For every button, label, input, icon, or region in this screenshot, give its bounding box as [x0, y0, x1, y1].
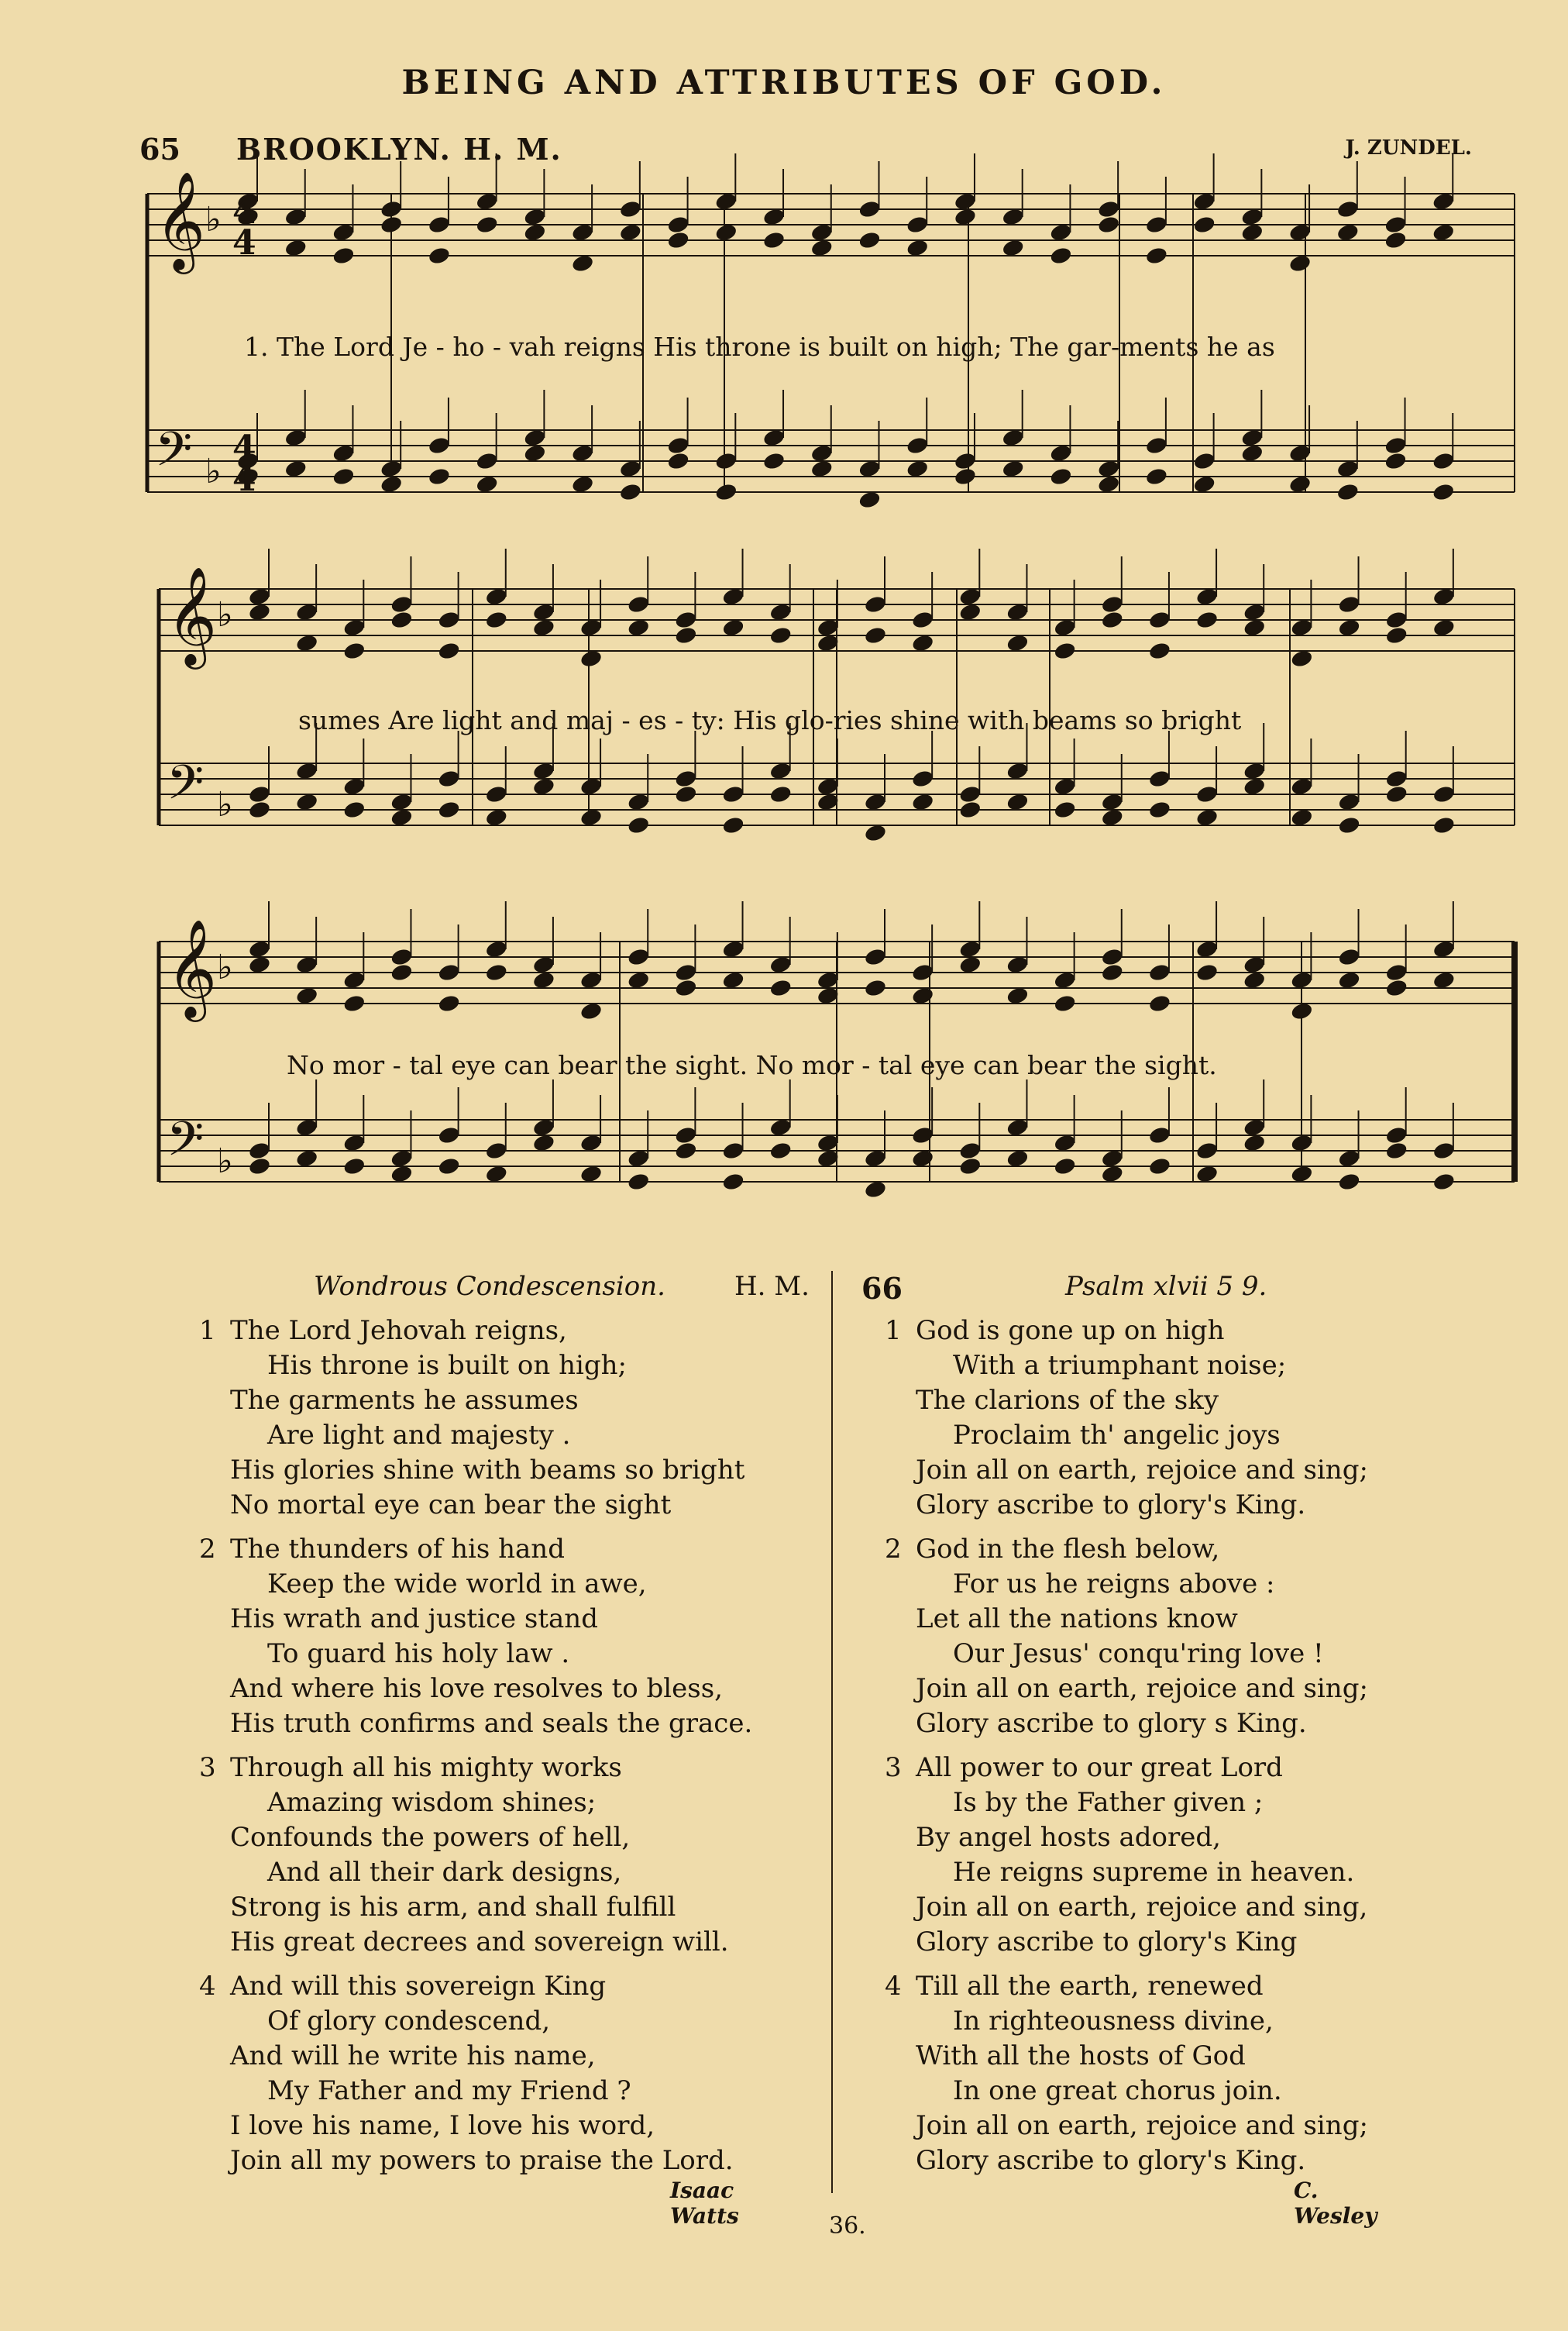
note-head [390, 594, 414, 615]
note-head [1384, 1125, 1408, 1145]
hymn-line: The garments he assumes [230, 1385, 579, 1416]
flat-icon: ♭ [205, 452, 222, 491]
note-head [484, 962, 508, 983]
note-head [1384, 978, 1408, 998]
time-signature: 4 [232, 429, 256, 468]
note-head [248, 1156, 272, 1176]
note-head [619, 482, 643, 502]
note-head [248, 800, 272, 820]
note-head [627, 1172, 651, 1192]
lyric-line-3: No mor - tal eye can bear the sight. No mor - tal eye can bear the sight. [287, 1050, 1217, 1080]
hymn-line: His glories shine with beams so bright [230, 1455, 745, 1486]
hymn-line: With all the hosts of God [916, 2040, 1246, 2071]
stanza [199, 1751, 729, 1960]
note-head [1049, 467, 1073, 487]
note-head [1148, 641, 1172, 661]
note-head [1384, 1141, 1408, 1161]
note-head [721, 1172, 745, 1192]
note-head [1384, 784, 1408, 804]
note-head [1384, 610, 1408, 630]
hymn-texts [0, 1271, 1568, 2278]
note-head [1384, 436, 1408, 456]
note-head [864, 594, 888, 615]
note-head [906, 215, 930, 235]
stanza-number: 3 [885, 1752, 902, 1783]
note-head [248, 784, 272, 804]
note-head [906, 436, 930, 456]
note-head [958, 784, 982, 804]
hymn-line: Glory ascribe to glory's King. [916, 2145, 1306, 2176]
note-head [721, 815, 745, 835]
note-head [954, 467, 978, 487]
note-head [1432, 784, 1456, 804]
note-head [1097, 215, 1121, 235]
note-head [911, 1125, 935, 1145]
hymn-line: And all their dark designs, [267, 1857, 622, 1888]
note-head [428, 215, 452, 235]
note-head [958, 1141, 982, 1161]
note-head [475, 215, 499, 235]
note-head [390, 962, 414, 983]
note-head [958, 800, 982, 820]
hymn-line: Join all on earth, rejoice and sing; [916, 1455, 1368, 1486]
note-head [342, 1156, 366, 1176]
note-head [911, 769, 935, 789]
note-head [1049, 246, 1073, 266]
note-head [390, 947, 414, 967]
hymn-line: And where his love resolves to bless, [230, 1673, 723, 1704]
hymn-line: Join all on earth, rejoice and sing; [916, 1673, 1368, 1704]
hymn-number: 66 [861, 1271, 903, 1306]
hymn-line: All power to our great Lord [916, 1752, 1283, 1783]
hymn-line: His great decrees and sovereign will. [230, 1926, 729, 1957]
hymn-line: Our Jesus' conqu'ring love ! [953, 1638, 1324, 1669]
note-head [1195, 1141, 1219, 1161]
note-head [1432, 815, 1456, 835]
note-head [428, 436, 452, 456]
stanza [199, 1532, 753, 1741]
note-head [666, 230, 690, 250]
note-head [714, 451, 738, 471]
note-head [666, 436, 690, 456]
hymn-meter: H. M. [734, 1271, 810, 1302]
time-signature: 4 [232, 192, 256, 232]
stanza-number: 4 [199, 1971, 216, 2002]
note-head [437, 641, 461, 661]
hymn-line: And will this sovereign King [230, 1971, 607, 2002]
note-head [954, 451, 978, 471]
hymn-line: In righteousness divine, [953, 2006, 1274, 2037]
note-head [1432, 1141, 1456, 1161]
hymn-line: I love his name, I love his word, [230, 2110, 655, 2141]
note-head [1384, 769, 1408, 789]
hymn-line: God is gone up on high [916, 1315, 1225, 1346]
flat-icon: ♭ [217, 1141, 233, 1181]
note-head [484, 784, 508, 804]
note-head [428, 467, 452, 487]
hymn-line: Through all his mighty works [230, 1752, 622, 1783]
flat-icon: ♭ [217, 785, 233, 825]
note-head [864, 978, 888, 998]
hymn-line: The clarions of the sky [916, 1385, 1219, 1416]
time-signature: 4 [232, 460, 256, 499]
note-head [911, 610, 935, 630]
note-head [428, 246, 452, 266]
hymn-line: Join all on earth, rejoice and sing, [916, 1892, 1368, 1923]
hymn-line: Are light and majesty . [267, 1420, 571, 1451]
note-head [769, 1141, 793, 1161]
stanza-number: 1 [199, 1315, 216, 1346]
hymn-line: His truth confirms and seals the grace. [230, 1708, 753, 1739]
flat-icon: ♭ [205, 200, 222, 239]
note-head [674, 1141, 698, 1161]
note-head [1145, 467, 1169, 487]
note-head [721, 784, 745, 804]
note-head [484, 610, 508, 630]
note-head [1100, 594, 1124, 615]
note-head [1432, 482, 1456, 502]
tune-name: BROOKLYN. H. M. [236, 132, 562, 167]
note-head [864, 625, 888, 646]
note-head [1148, 1156, 1172, 1176]
note-head [769, 625, 793, 646]
note-head [1145, 436, 1169, 456]
hymn-author: Isaac Watts [670, 2178, 739, 2229]
note-head [437, 769, 461, 789]
hymn-title: Psalm xlvii 5 9. [1065, 1271, 1267, 1302]
stanza [885, 1532, 1368, 1741]
hymn-line: For us he reigns above : [953, 1568, 1275, 1599]
hymn-line: Join all my powers to praise the Lord. [230, 2145, 734, 2176]
note-head [1148, 610, 1172, 630]
note-head [1192, 215, 1216, 235]
hymn-line: Proclaim th' angelic joys [953, 1420, 1281, 1451]
hymn-line: Amazing wisdom shines; [267, 1787, 597, 1818]
bass-clef-icon: 𝄢 [155, 421, 193, 489]
note-head [1384, 215, 1408, 235]
note-head [674, 610, 698, 630]
note-head [342, 800, 366, 820]
note-head [1148, 993, 1172, 1014]
note-head [1145, 215, 1169, 235]
note-head [332, 246, 356, 266]
note-head [958, 1156, 982, 1176]
hymn-line: God in the flesh below, [916, 1534, 1220, 1565]
note-head [627, 815, 651, 835]
hymn-line: Is by the Father given ; [953, 1787, 1264, 1818]
note-head [714, 482, 738, 502]
note-head [1192, 451, 1216, 471]
note-head [1384, 230, 1408, 250]
hymn-line: My Father and my Friend ? [267, 2075, 631, 2106]
note-head [674, 978, 698, 998]
note-head [1432, 451, 1456, 471]
note-head [1195, 610, 1219, 630]
note-head [1097, 199, 1121, 219]
note-head [674, 625, 698, 646]
hymn-line: His throne is built on high; [267, 1350, 627, 1381]
note-head [1432, 1172, 1456, 1192]
note-head [858, 230, 882, 250]
hymn-line: Join all on earth, rejoice and sing; [916, 2110, 1368, 2141]
note-head [1337, 594, 1361, 615]
note-head [627, 947, 651, 967]
note-head [674, 962, 698, 983]
page-header: BEING AND ATTRIBUTES OF GOD. [401, 64, 1167, 102]
page-number: 36. [829, 2212, 866, 2240]
note-head [1148, 1125, 1172, 1145]
hymn-line: To guard his holy law . [267, 1638, 570, 1669]
note-head [1384, 962, 1408, 983]
hymn-line: Glory ascribe to glory's King [916, 1926, 1298, 1957]
time-signature: 4 [232, 223, 256, 263]
note-head [674, 784, 698, 804]
note-head [1195, 784, 1219, 804]
stanza-number: 1 [885, 1315, 902, 1346]
note-head [627, 594, 651, 615]
hymn-line: Let all the nations know [916, 1603, 1238, 1634]
note-head [674, 769, 698, 789]
hymn-line: Glory ascribe to glory's King. [916, 1489, 1306, 1520]
hymn-line: No mortal eye can bear the sight [230, 1489, 672, 1520]
note-head [1148, 800, 1172, 820]
note-head [437, 1156, 461, 1176]
stanza [885, 1969, 1368, 2178]
note-head [475, 451, 499, 471]
note-head [769, 784, 793, 804]
note-head [911, 962, 935, 983]
note-head [390, 610, 414, 630]
bass-clef-icon: 𝄢 [167, 754, 205, 822]
note-head [380, 199, 404, 219]
hymn-line: Till all the earth, renewed [916, 1971, 1264, 2002]
hymn-line: In one great chorus join. [953, 2075, 1282, 2106]
note-head [1053, 641, 1077, 661]
hymn-line: Of glory condescend, [267, 2006, 551, 2037]
note-head [864, 947, 888, 967]
note-head [437, 962, 461, 983]
stanza-number: 3 [199, 1752, 216, 1783]
hymn-author: C. Wesley [1294, 2178, 1377, 2229]
note-head [332, 467, 356, 487]
stanza [199, 1314, 745, 1523]
hymn-line: Glory ascribe to glory s King. [916, 1708, 1307, 1739]
stanza [199, 1969, 734, 2178]
note-head [1053, 800, 1077, 820]
lyric-line-2: sumes Are light and maj - es - ty: His glo-ries shine with beams so bright [298, 705, 1242, 735]
treble-clef-icon: 𝄞 [155, 170, 206, 270]
note-head [1053, 1156, 1077, 1176]
hymn-line: The Lord Jehovah reigns, [230, 1315, 567, 1346]
note-head [342, 993, 366, 1014]
hymn-line: By angel hosts adored, [916, 1822, 1221, 1853]
flat-icon: ♭ [217, 595, 233, 635]
hymn-line: With a triumphant noise; [953, 1350, 1287, 1381]
note-head [1100, 947, 1124, 967]
note-head [437, 993, 461, 1014]
note-head [484, 1141, 508, 1161]
note-head [762, 230, 786, 250]
lyric-line-1: 1. The Lord Je - ho - vah reigns His throne is built on high; The gar-ments he as [244, 332, 1275, 362]
treble-clef-icon: 𝄞 [167, 566, 218, 665]
hymn-title: Wondrous Condescension. [314, 1271, 665, 1302]
stanza [885, 1751, 1368, 1960]
note-head [619, 199, 643, 219]
bass-clef-icon: 𝄢 [167, 1110, 205, 1179]
note-head [769, 978, 793, 998]
hymn-line: The thunders of his hand [230, 1534, 565, 1565]
note-head [674, 1125, 698, 1145]
tune-number: 65 [139, 132, 181, 167]
stanza-number: 2 [885, 1534, 902, 1565]
note-head [1337, 1172, 1361, 1192]
note-head [1195, 962, 1219, 983]
note-head [380, 215, 404, 235]
note-head [1053, 993, 1077, 1014]
note-head [437, 800, 461, 820]
note-head [1145, 246, 1169, 266]
hymn-line: Keep the wide world in awe, [267, 1568, 647, 1599]
note-head [1337, 947, 1361, 967]
note-head [1148, 962, 1172, 983]
note-head [1100, 962, 1124, 983]
hymn-line: And will he write his name, [230, 2040, 596, 2071]
note-head [1336, 199, 1360, 219]
note-head [1337, 815, 1361, 835]
note-head [437, 1125, 461, 1145]
note-head [858, 199, 882, 219]
hymn-line: Confounds the powers of hell, [230, 1822, 631, 1853]
stanza-number: 4 [885, 1971, 902, 2002]
note-head [248, 1141, 272, 1161]
note-head [666, 215, 690, 235]
note-head [762, 451, 786, 471]
note-head [1384, 451, 1408, 471]
note-head [437, 610, 461, 630]
note-head [1336, 482, 1360, 502]
treble-clef-icon: 𝄞 [167, 918, 218, 1017]
hymn-line: He reigns supreme in heaven. [953, 1857, 1355, 1888]
flat-icon: ♭ [217, 948, 233, 987]
note-head [666, 451, 690, 471]
tune-composer: J. ZUNDEL. [1345, 136, 1472, 160]
stanza-number: 2 [199, 1534, 216, 1565]
hymn-line: His wrath and justice stand [230, 1603, 598, 1634]
note-head [1100, 610, 1124, 630]
note-head [1148, 769, 1172, 789]
stanza [885, 1314, 1368, 1523]
note-head [342, 641, 366, 661]
note-head [721, 1141, 745, 1161]
hymn-line: Strong is his arm, and shall fulfill [230, 1892, 676, 1923]
note-head [1384, 625, 1408, 646]
